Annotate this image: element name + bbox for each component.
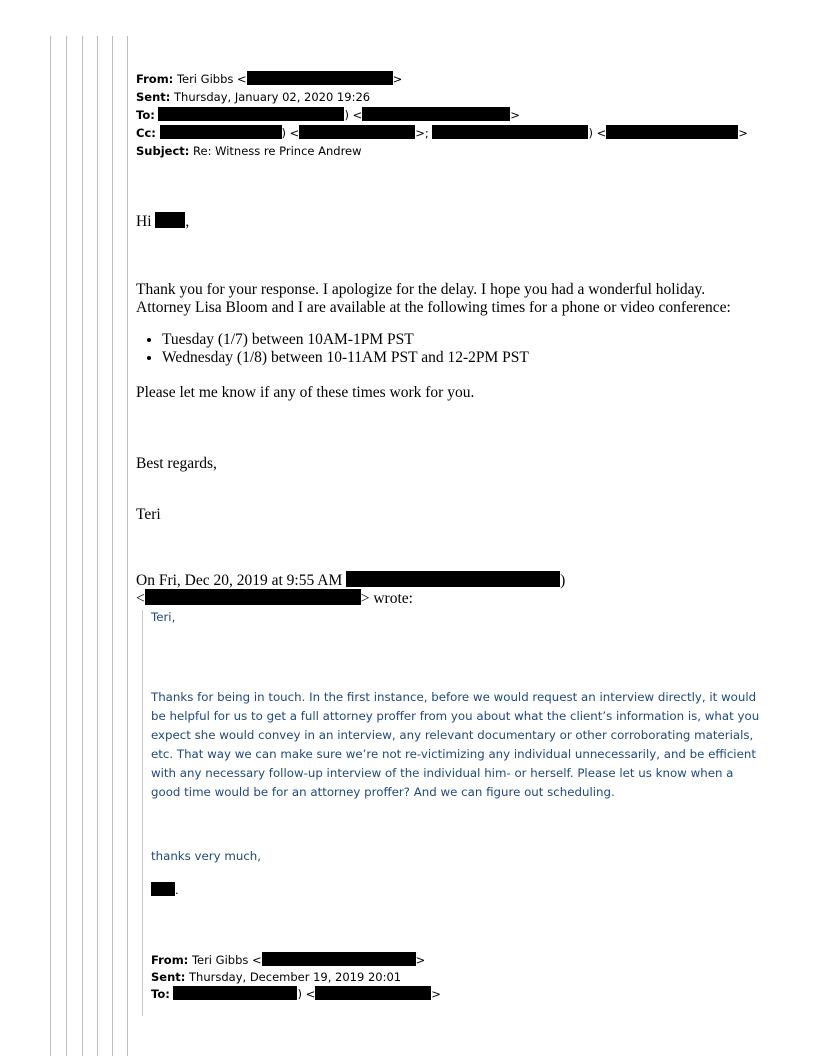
- header-sent: Sent: Thursday, January 02, 2020 19:26: [136, 90, 371, 104]
- reply-attribution: On Fri, Dec 20, 2019 at 9:55 AM ): [136, 572, 566, 589]
- reply-attribution-line2: < > wrote:: [136, 590, 413, 607]
- quoted-line: be helpful for us to get a full attorney proffer from you about what the client’s information is, what you: [151, 709, 760, 723]
- list-item: • Tuesday (1/7) between 10AM-1PM PST: [162, 331, 529, 349]
- redaction: [362, 107, 510, 121]
- quoted-line: with any necessary follow-up interview of the individual him- or herself. Please let us know when a: [151, 766, 734, 780]
- margin-rule: [50, 36, 51, 1056]
- redaction: [432, 125, 588, 139]
- quoted-signature: .: [151, 881, 179, 901]
- greeting: Hi ,: [136, 213, 190, 230]
- redaction: [315, 986, 431, 1000]
- quote-bar: [142, 610, 143, 1016]
- redaction: [606, 125, 738, 139]
- quoted-closing: thanks very much,: [151, 849, 262, 863]
- signature: Teri: [136, 506, 161, 523]
- paragraph-line: Attorney Lisa Bloom and I are available at the following times for a phone or video conference:: [136, 299, 731, 316]
- redaction: [155, 212, 185, 228]
- prior-header-from: From: Teri Gibbs < >: [151, 953, 426, 967]
- quoted-line: expect she would convey in an interview, any relevant documentary or other corroborating materials,: [151, 728, 754, 742]
- redaction: [151, 882, 175, 896]
- redaction: [299, 125, 415, 139]
- margin-rule: [97, 36, 98, 1056]
- header-cc: Cc: ) < >; ) < >: [136, 126, 748, 140]
- header-from: From: Teri Gibbs < >: [136, 72, 403, 86]
- redaction: [158, 107, 344, 121]
- list-item: • Wednesday (1/8) between 10-11AM PST and 12-2PM PST: [162, 349, 529, 367]
- margin-rule: [127, 36, 128, 1056]
- margin-rule: [66, 36, 67, 1056]
- header-to: To: ) < >: [136, 108, 520, 122]
- quoted-line: Thanks for being in touch. In the first instance, before we would request an interview directly, it would: [151, 690, 757, 704]
- prior-header-to: To: ) < >: [151, 987, 441, 1001]
- quoted-line: good time would be for an attorney proffer? And we can figure out scheduling.: [151, 785, 615, 799]
- prior-header-sent: Sent: Thursday, December 19, 2019 20:01: [151, 970, 402, 984]
- quoted-greeting: Teri,: [151, 610, 176, 624]
- redaction: [173, 986, 297, 1000]
- availability-list: [136, 331, 529, 367]
- margin-rule: [112, 36, 113, 1056]
- margin-rule: [82, 36, 83, 1056]
- paragraph-line: Thank you for your response. I apologize for the delay. I hope you had a wonderful holiday.: [136, 281, 706, 298]
- header-subject: Subject: Re: Witness re Prince Andrew: [136, 144, 362, 158]
- redaction: [262, 952, 416, 966]
- closing: Best regards,: [136, 455, 217, 472]
- redaction: [145, 589, 361, 605]
- redaction: [346, 571, 560, 587]
- redaction: [160, 125, 282, 139]
- paragraph: Please let me know if any of these times work for you.: [136, 384, 475, 401]
- redaction: [247, 71, 393, 85]
- quoted-line: etc. That way we can make sure we’re not re-victimizing any individual unnecessarily, and be efficient: [151, 747, 756, 761]
